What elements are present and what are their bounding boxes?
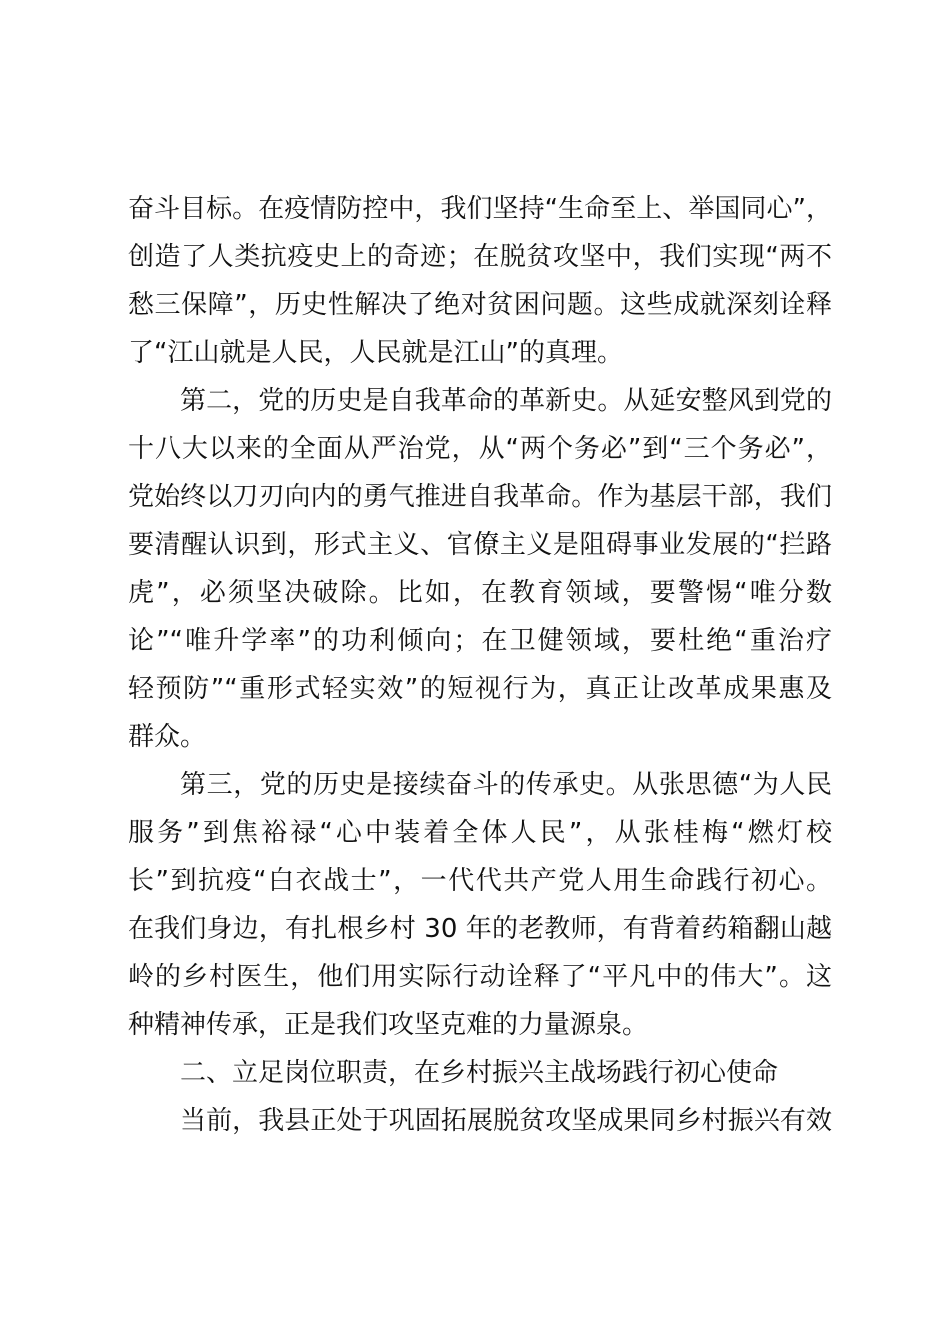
paragraph-line: 创造了人类抗疫史上的奇迹；在脱贫攻坚中，我们实现“两不 <box>128 242 832 272</box>
paragraph-line: 群众。 <box>128 722 207 752</box>
paragraph-line: 轻预防”“重形式轻实效”的短视行为，真正让改革成果惠及 <box>128 674 832 704</box>
body-text <box>128 185 832 1145</box>
paragraph-line: 要清醒认识到，形式主义、官僚主义是阻碍事业发展的“拦路 <box>128 530 832 560</box>
paragraph-line: 愁三保障”，历史性解决了绝对贫困问题。这些成就深刻诠释 <box>128 290 832 320</box>
paragraph-line: 种精神传承，正是我们攻坚克难的力量源泉。 <box>128 1010 649 1040</box>
paragraph-line: 奋斗目标。在疫情防控中，我们坚持“生命至上、举国同心”， <box>128 194 832 224</box>
paragraph-line: 第二，党的历史是自我革命的革新史。从延安整风到党的 <box>180 386 832 416</box>
paragraph-line: 当前，我县正处于巩固拓展脱贫攻坚成果同乡村振兴有效 <box>180 1106 832 1136</box>
paragraph-line: 虎”，必须坚决破除。比如，在教育领域，要警惕“唯分数 <box>128 578 832 608</box>
paragraph-line: 岭的乡村医生，他们用实际行动诠释了“平凡中的伟大”。这 <box>128 962 832 992</box>
paragraph-line: 第三，党的历史是接续奋斗的传承史。从张思德“为人民 <box>180 770 832 800</box>
paragraph-line: 在我们身边，有扎根乡村 30 年的老教师，有背着药箱翻山越 <box>128 914 832 944</box>
paragraph-line: 服务”到焦裕禄“心中装着全体人民”，从张桂梅“燃灯校 <box>128 818 832 848</box>
paragraph-line: 了“江山就是人民，人民就是江山”的真理。 <box>128 338 623 368</box>
paragraph-line: 论”“唯升学率”的功利倾向；在卫健领域，要杜绝“重治疗 <box>128 626 832 656</box>
section-heading: 二、立足岗位职责，在乡村振兴主战场践行初心使命 <box>180 1058 779 1088</box>
paragraph-line: 十八大以来的全面从严治党，从“两个务必”到“三个务必”， <box>128 434 832 464</box>
paragraph-line: 长”到抗疫“白衣战士”，一代代共产党人用生命践行初心。 <box>128 866 832 896</box>
paragraph-line: 党始终以刀刃向内的勇气推进自我革命。作为基层干部，我们 <box>128 482 832 512</box>
